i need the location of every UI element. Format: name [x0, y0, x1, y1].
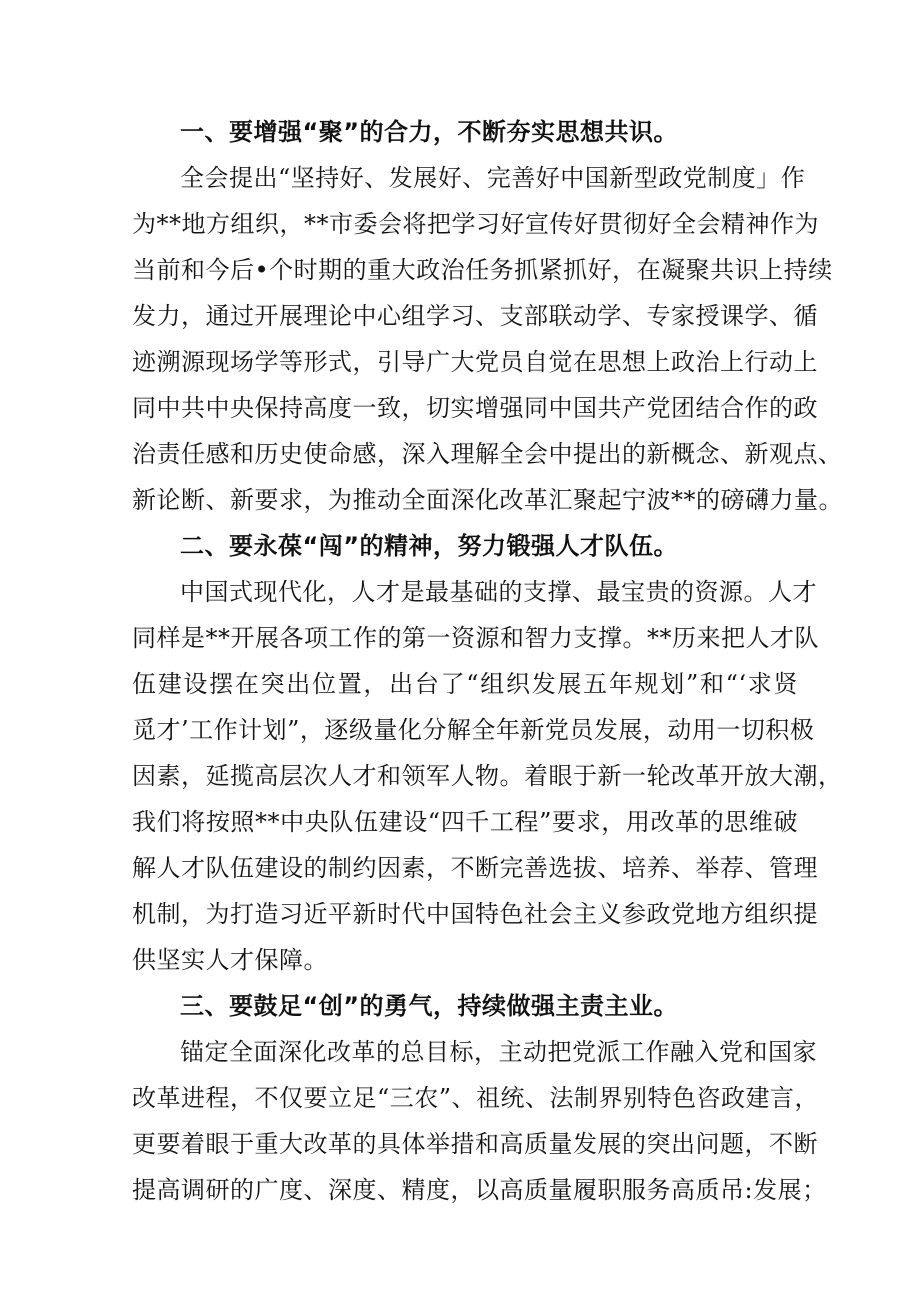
- paragraph-line: 提高调研的广度、深度、精度，以高质量履职服务高质吊:发展；: [132, 1176, 827, 1204]
- paragraph-line: 中国式现代化，人才是最基础的支撑、最宝贵的资源。人才: [180, 578, 817, 606]
- paragraph-line: 同中共中央保持高度一致，切实增强同中国共产党团结合作的政: [132, 394, 818, 422]
- paragraph-line: 当前和今后•个时期的重大政治任务抓紧抓好，在凝聚共识上持续: [132, 256, 833, 284]
- paragraph-line: 为**地方组织，**市委会将把学习好宣传好贯彻好全会精神作为: [132, 210, 819, 238]
- paragraph-line: 我们将按照**中央队伍建设“四千工程”要求，用改革的思维破: [132, 808, 798, 836]
- section-heading-3: 三、要鼓足“创”的勇气，持续做强主责主业。: [180, 992, 679, 1020]
- paragraph-line: 机制，为打造习近平新时代中国特色社会主义参政党地方组织提: [132, 900, 818, 928]
- paragraph-line: 新论断、新要求，为推动全面深化改革汇聚起宁波**的磅礴力量。: [132, 486, 843, 514]
- paragraph-line: 觅才’工作计划”，逐级量化分解全年新党员发展，动用一切积极: [132, 716, 815, 744]
- paragraph-line: 全会提出“坚持好、发展好、完善好中国新型政党制度」作: [180, 164, 806, 192]
- paragraph-line: 供坚实人才保障。: [132, 946, 328, 974]
- section-heading-2: 二、要永葆“闯”的精神，努力锻强人才队伍。: [180, 532, 679, 560]
- paragraph-line: 更要着眼于重大改革的具体举措和高质量发展的突出问题，不断: [132, 1130, 818, 1158]
- paragraph-line: 迹溯源现场学等形式，引导广大党员自觉在思想上政治上行动上: [132, 348, 818, 376]
- paragraph-line: 改革进程，不仅要立足“三农”、祖统、法制界别特色咨政建言，: [132, 1084, 820, 1112]
- paragraph-line: 治责任感和历史使命感，深入理解全会中提出的新概念、新观点、: [132, 440, 843, 468]
- paragraph-line: 发力，通过开展理论中心组学习、支部联动学、专家授课学、循: [132, 302, 818, 330]
- paragraph-line: 锚定全面深化改革的总目标，主动把党派工作融入党和国家: [180, 1038, 817, 1066]
- paragraph-line: 同样是**开展各项工作的第一资源和智力支撑。**历来把人才队: [132, 624, 819, 652]
- paragraph-line: 因素，延揽高层次人才和领军人物。着眼于新一轮改革开放大潮，: [132, 762, 843, 790]
- paragraph-line: 伍建设摆在突出位置，出台了“组织发展五年规划”和“‘求贤: [132, 670, 798, 698]
- section-heading-1: 一、要增强“聚”的合力，不断夯实思想共识。: [180, 118, 679, 146]
- paragraph-line: 解人才队伍建设的制约因素，不断完善选拔、培养、举荐、管理: [132, 854, 818, 882]
